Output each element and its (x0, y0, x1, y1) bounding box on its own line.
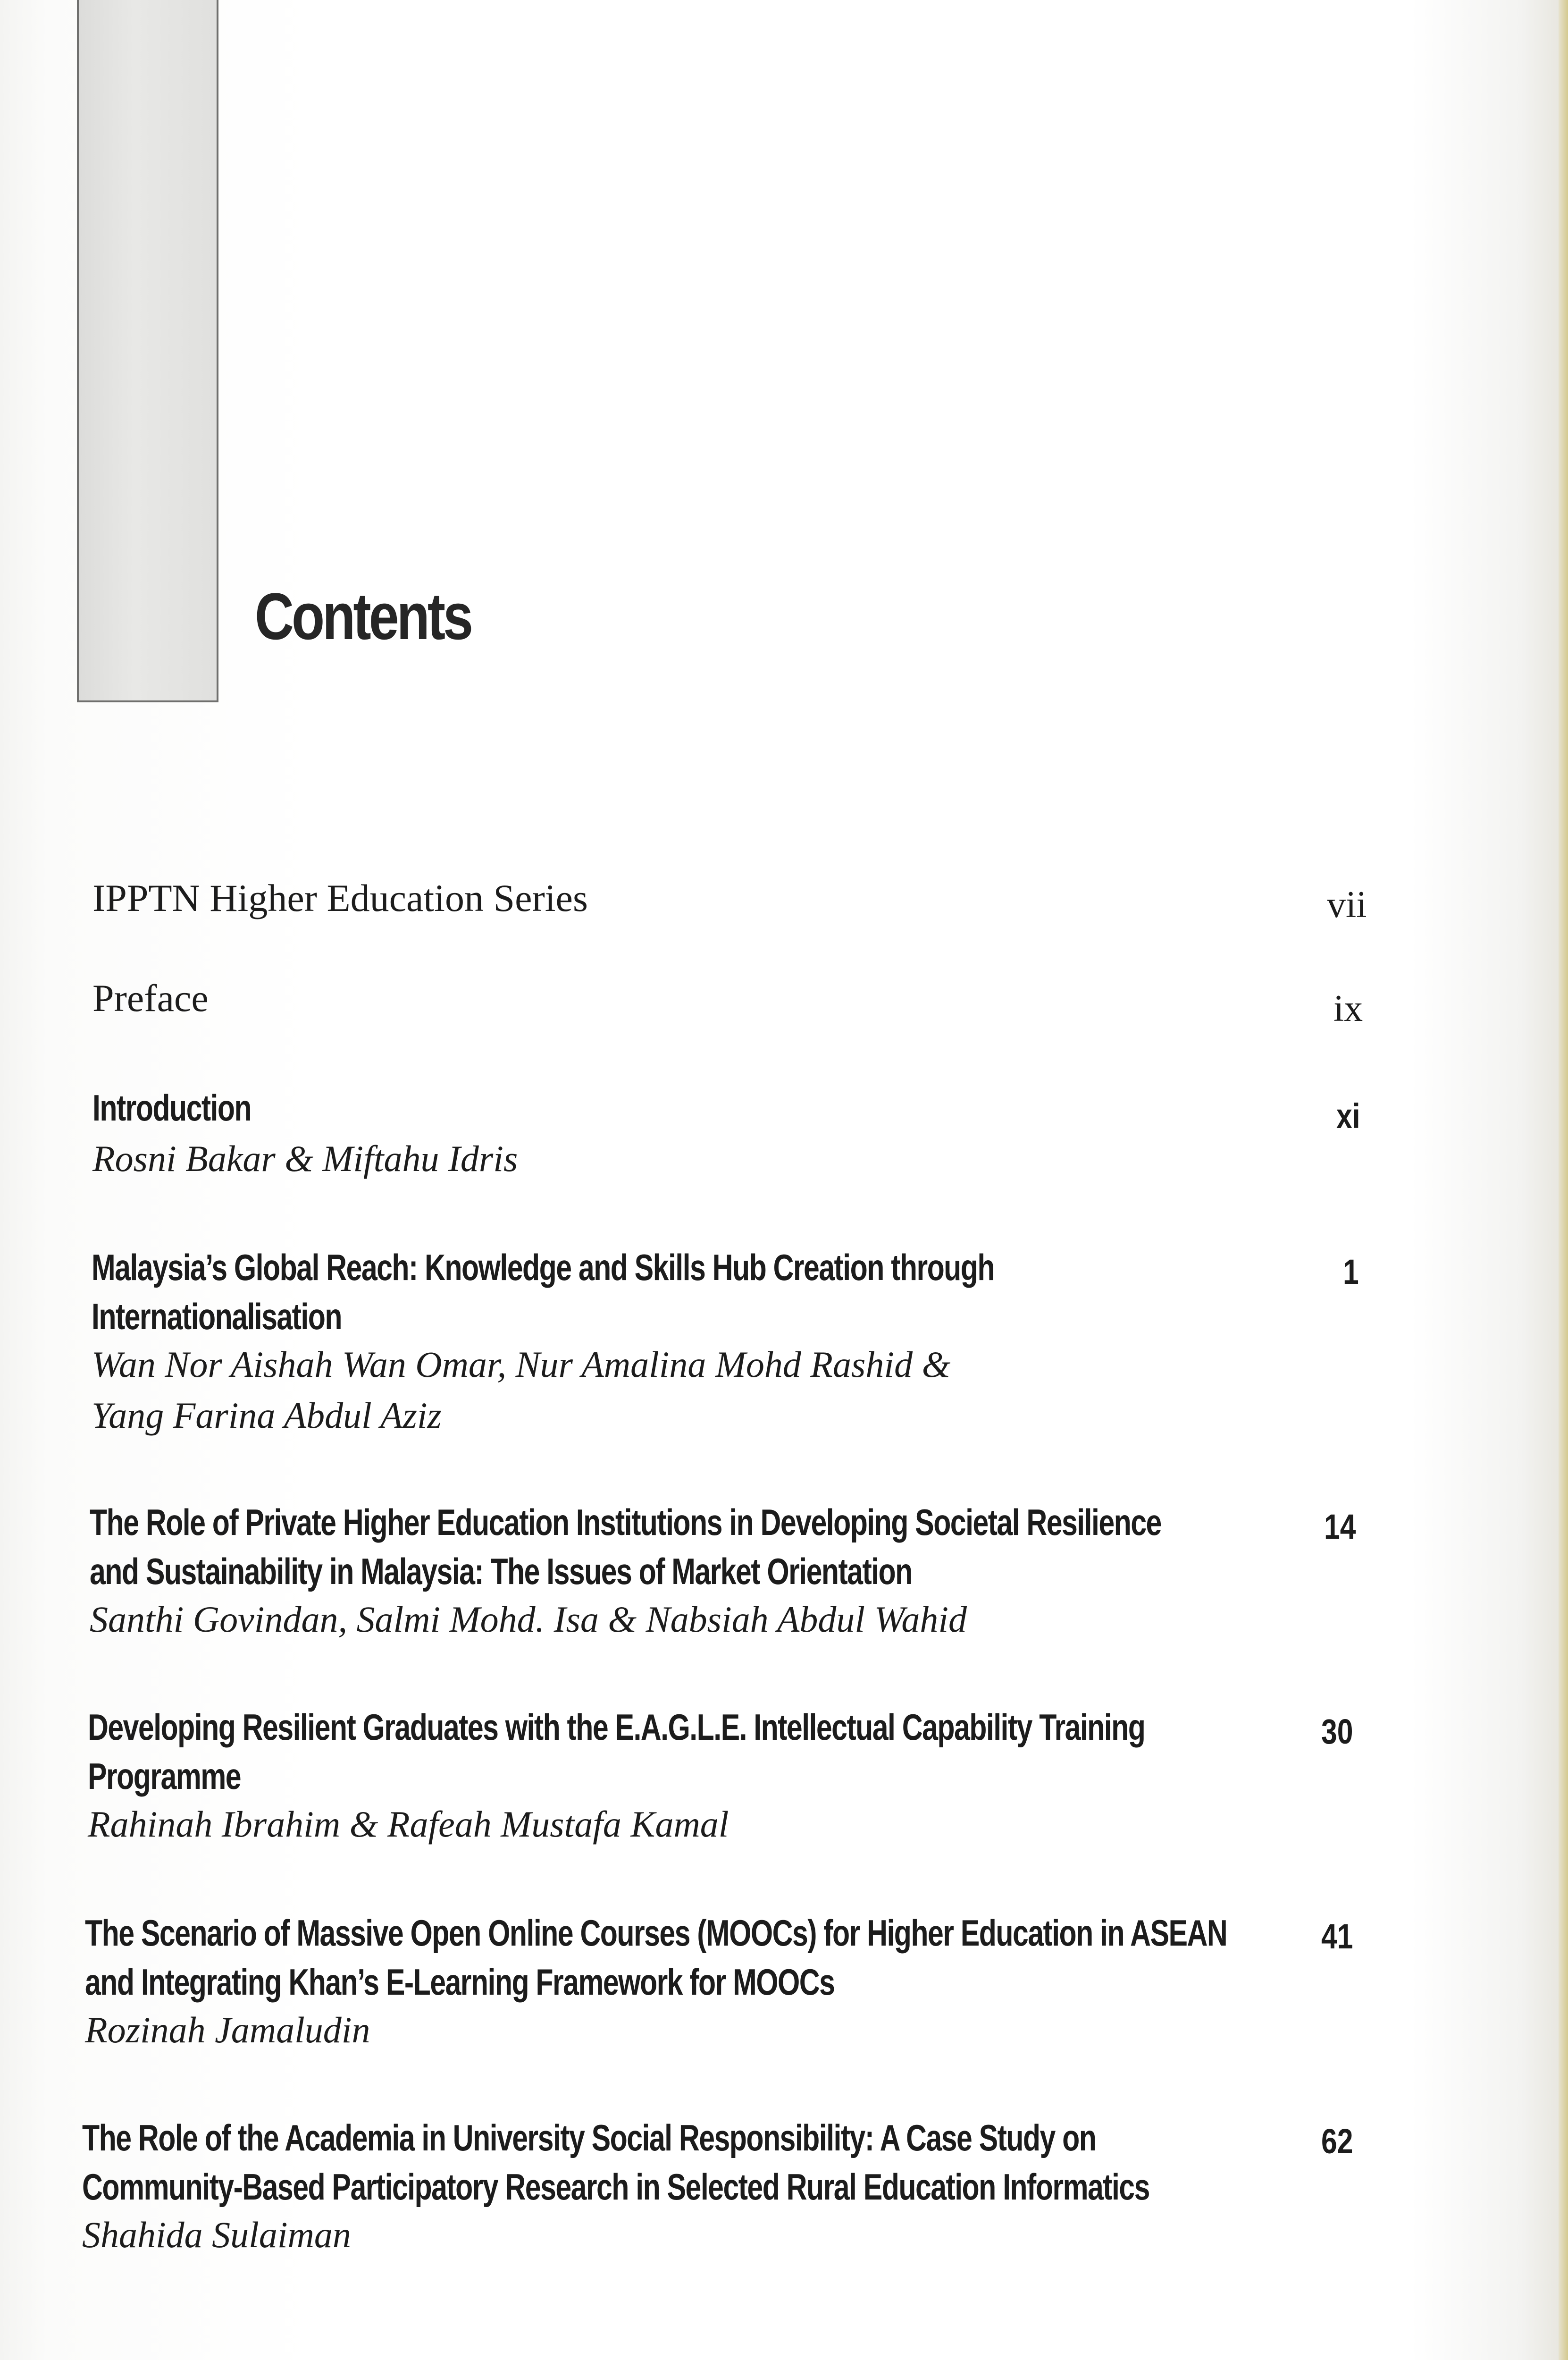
toc-entry-page-number: 41 (1321, 1917, 1353, 1956)
page-edge-right (1559, 0, 1568, 2360)
toc-entry-title: The Role of the Academia in University Social Responsibility: A Case Study on (82, 2117, 1096, 2158)
toc-entry-title: and Sustainability in Malaysia: The Issues of Market Orientation (90, 1551, 912, 1592)
toc-entry-title: IPPTN Higher Education Series (92, 877, 588, 919)
toc-entry-authors: Rozinah Jamaludin (85, 2009, 370, 2050)
toc-entry-title: Internationalisation (92, 1296, 342, 1337)
toc-entry-page-number: 30 (1321, 1712, 1353, 1751)
toc-entry-authors: Shahida Sulaiman (82, 2214, 351, 2255)
toc-entry-page-number: vii (1327, 884, 1367, 926)
toc-entry-authors: Yang Farina Abdul Aziz (92, 1395, 442, 1436)
toc-entry-title: Community-Based Participatory Research in Selected Rural Education Informatics (82, 2166, 1149, 2208)
toc-entry-authors: Rahinah Ibrahim & Rafeah Mustafa Kamal (88, 1804, 729, 1845)
toc-entry-page-number: 1 (1343, 1252, 1359, 1291)
toc-entry-title: Developing Resilient Graduates with the E.A.G.L.E. Intellectual Capability Training (88, 1706, 1145, 1748)
toc-entry-title: Preface (92, 977, 209, 1020)
toc-entry-title: Introduction (92, 1087, 252, 1129)
toc-entry-title: The Role of Private Higher Education Institutions in Developing Societal Resilience (90, 1501, 1161, 1543)
toc-entry-title: The Scenario of Massive Open Online Courses (MOOCs) for Higher Education in ASEAN (85, 1912, 1227, 1954)
toc-entry-authors: Rosni Bakar & Miftahu Idris (92, 1138, 518, 1179)
toc-entry-page-number: 62 (1321, 2122, 1353, 2161)
toc-entry-authors: Wan Nor Aishah Wan Omar, Nur Amalina Mohd Rashid & (92, 1344, 951, 1385)
toc-entry-title: Programme (88, 1755, 241, 1797)
toc-entry-title: Malaysia’s Global Reach: Knowledge and Skills Hub Creation through (92, 1247, 994, 1288)
toc-entry-page-number: xi (1336, 1096, 1360, 1136)
toc-entry-page-number: 14 (1324, 1507, 1356, 1546)
toc-entry-page-number: ix (1333, 988, 1363, 1029)
toc-entry-authors: Santhi Govindan, Salmi Mohd. Isa & Nabsiah Abdul Wahid (90, 1599, 967, 1640)
page-title: Contents (255, 579, 471, 653)
chapter-tab-block (77, 0, 218, 702)
toc-entry-title: and Integrating Khan’s E-Learning Framework for MOOCs (85, 1961, 835, 2003)
